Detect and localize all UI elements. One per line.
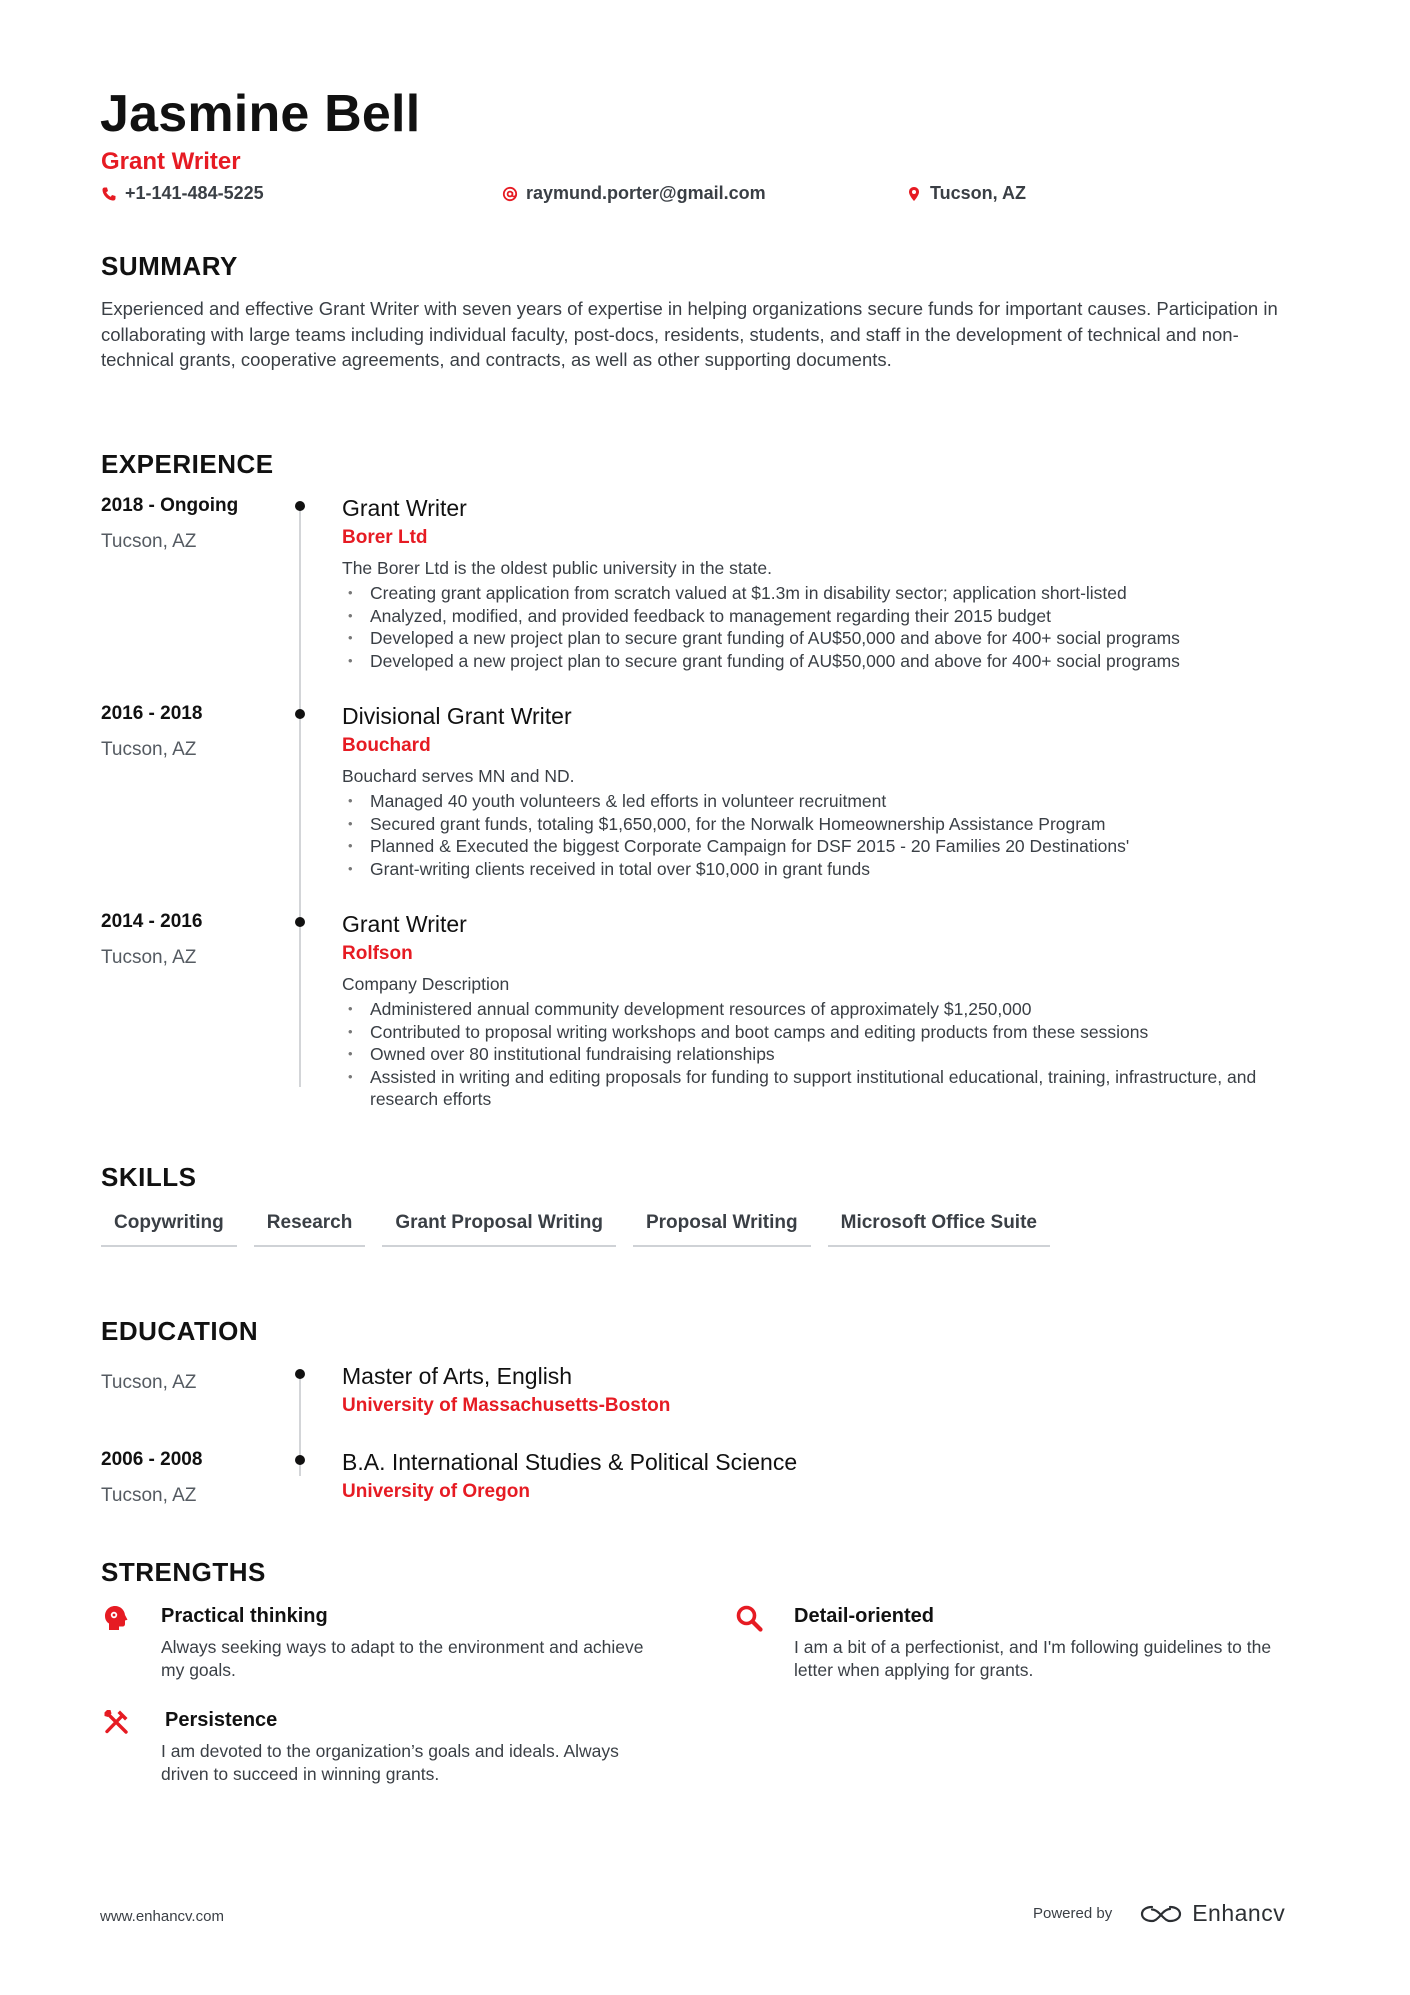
strength-title: Detail-oriented bbox=[794, 1605, 935, 1627]
magnifier-icon bbox=[734, 1603, 764, 1633]
contact-location bbox=[906, 183, 1026, 204]
phone-icon bbox=[101, 186, 117, 202]
experience-location: Tucson, AZ bbox=[101, 947, 197, 968]
experience-date: 2014 - 2016 bbox=[101, 911, 203, 932]
skills-heading: SKILLS bbox=[101, 1162, 197, 1192]
bullet-item: • Administered annual community development resources of approximately $1,250,000 bbox=[342, 998, 1302, 1021]
education-location: Tucson, AZ bbox=[101, 1372, 197, 1393]
strength-title: Practical thinking bbox=[161, 1605, 328, 1627]
experience-date: 2018 - Ongoing bbox=[101, 495, 239, 516]
footer-website[interactable]: www.enhancv.com bbox=[100, 1908, 224, 1925]
location-pin-icon bbox=[906, 186, 922, 202]
contact-phone bbox=[101, 183, 264, 204]
timeline-dot bbox=[295, 917, 305, 927]
experience-timeline-line bbox=[299, 505, 301, 1087]
education-heading: EDUCATION bbox=[101, 1316, 259, 1346]
education-date: 2006 - 2008 bbox=[101, 1449, 203, 1470]
bullet-item: • Planned & Executed the biggest Corporate Campaign for DSF 2015 - 20 Families 20 Destinations' bbox=[342, 835, 1302, 858]
location-text: Tucson, AZ bbox=[930, 183, 1026, 203]
bullet-item: • Creating grant application from scratch valued at $1.3m in disability sector; application short-listed bbox=[342, 582, 1302, 605]
skill-tag: Research bbox=[254, 1212, 366, 1247]
company-description: The Borer Ltd is the oldest public university in the state. bbox=[342, 558, 772, 578]
email-text: raymund.porter@gmail.com bbox=[526, 183, 766, 203]
timeline-dot bbox=[295, 1369, 305, 1379]
phone-text: +1-141-484-5225 bbox=[125, 183, 264, 203]
skill-tag: Microsoft Office Suite bbox=[828, 1212, 1050, 1247]
candidate-role: Grant Writer bbox=[101, 148, 241, 175]
tools-icon bbox=[101, 1707, 131, 1737]
skill-tag: Proposal Writing bbox=[633, 1212, 811, 1247]
summary-text: Experienced and effective Grant Writer with seven years of expertise in helping organizations secure funds for important causes. Participation in collaborating with large teams including individual faculty, post-docs, residents, students, and staff in the development of technical and non-technical grants, cooperative agreements, and contracts, as well as other supporting documents. bbox=[101, 298, 1278, 370]
bullet-list bbox=[342, 582, 1302, 672]
powered-by-text: Powered by bbox=[1033, 1905, 1113, 1922]
job-title: Divisional Grant Writer bbox=[342, 703, 572, 729]
job-title: Grant Writer bbox=[342, 495, 467, 521]
summary-heading: SUMMARY bbox=[101, 251, 238, 281]
degree-title: B.A. International Studies & Political Science bbox=[342, 1449, 798, 1475]
strength-description: Always seeking ways to adapt to the environment and achieve my goals. bbox=[161, 1637, 644, 1680]
degree-title: Master of Arts, English bbox=[342, 1363, 573, 1389]
bullet-item: • Analyzed, modified, and provided feedback to management regarding their 2015 budget bbox=[342, 605, 1302, 628]
footer-branding bbox=[1033, 1900, 1285, 1927]
skill-tag: Grant Proposal Writing bbox=[382, 1212, 616, 1247]
brand-name: Enhancv bbox=[1192, 1900, 1286, 1926]
strength-title: Persistence bbox=[165, 1709, 278, 1731]
strength-description: I am devoted to the organization’s goals and ideals. Always driven to succeed in winning grants. bbox=[161, 1741, 619, 1784]
timeline-dot bbox=[295, 501, 305, 511]
strengths-heading: STRENGTHS bbox=[101, 1557, 266, 1587]
company-name: Rolfson bbox=[342, 943, 413, 964]
school-name: University of Oregon bbox=[342, 1481, 530, 1502]
skills-list bbox=[101, 1212, 1050, 1247]
brain-head-icon bbox=[101, 1603, 131, 1633]
brand-logo[interactable] bbox=[1138, 1900, 1285, 1927]
company-description: Bouchard serves MN and ND. bbox=[342, 766, 575, 786]
bullet-item: • Secured grant funds, totaling $1,650,000, for the Norwalk Homeownership Assistance Program bbox=[342, 813, 1302, 836]
at-icon bbox=[502, 186, 518, 202]
timeline-dot bbox=[295, 709, 305, 719]
education-location: Tucson, AZ bbox=[101, 1485, 197, 1506]
enhancv-logo-icon bbox=[1138, 1903, 1184, 1925]
bullet-item: • Developed a new project plan to secure grant funding of AU$50,000 and above for 400+ social programs bbox=[342, 650, 1302, 673]
bullet-item: • Contributed to proposal writing workshops and boot camps and editing products from these sessions bbox=[342, 1021, 1302, 1044]
bullet-list bbox=[342, 998, 1302, 1111]
experience-heading: EXPERIENCE bbox=[101, 449, 274, 479]
experience-location: Tucson, AZ bbox=[101, 739, 197, 760]
job-title: Grant Writer bbox=[342, 911, 467, 937]
skill-tag: Copywriting bbox=[101, 1212, 237, 1247]
strength-description: I am a bit of a perfectionist, and I'm following guidelines to the letter when applying for grants. bbox=[794, 1637, 1272, 1680]
company-description: Company Description bbox=[342, 974, 510, 994]
timeline-dot bbox=[295, 1455, 305, 1465]
bullet-list bbox=[342, 790, 1302, 880]
company-name: Borer Ltd bbox=[342, 527, 428, 548]
bullet-item: • Managed 40 youth volunteers & led efforts in volunteer recruitment bbox=[342, 790, 1302, 813]
company-name: Bouchard bbox=[342, 735, 431, 756]
contact-email bbox=[502, 183, 766, 204]
bullet-item: • Developed a new project plan to secure grant funding of AU$50,000 and above for 400+ social programs bbox=[342, 627, 1302, 650]
school-name: University of Massachusetts-Boston bbox=[342, 1395, 671, 1416]
experience-date: 2016 - 2018 bbox=[101, 703, 203, 724]
experience-location: Tucson, AZ bbox=[101, 531, 197, 552]
bullet-item: • Assisted in writing and editing proposals for funding to support institutional educational, training, infrastructure, and research efforts bbox=[342, 1066, 1302, 1111]
candidate-name: Jasmine Bell bbox=[100, 85, 421, 143]
bullet-item: • Grant-writing clients received in total over $10,000 in grant funds bbox=[342, 858, 1302, 881]
bullet-item: • Owned over 80 institutional fundraising relationships bbox=[342, 1043, 1302, 1066]
